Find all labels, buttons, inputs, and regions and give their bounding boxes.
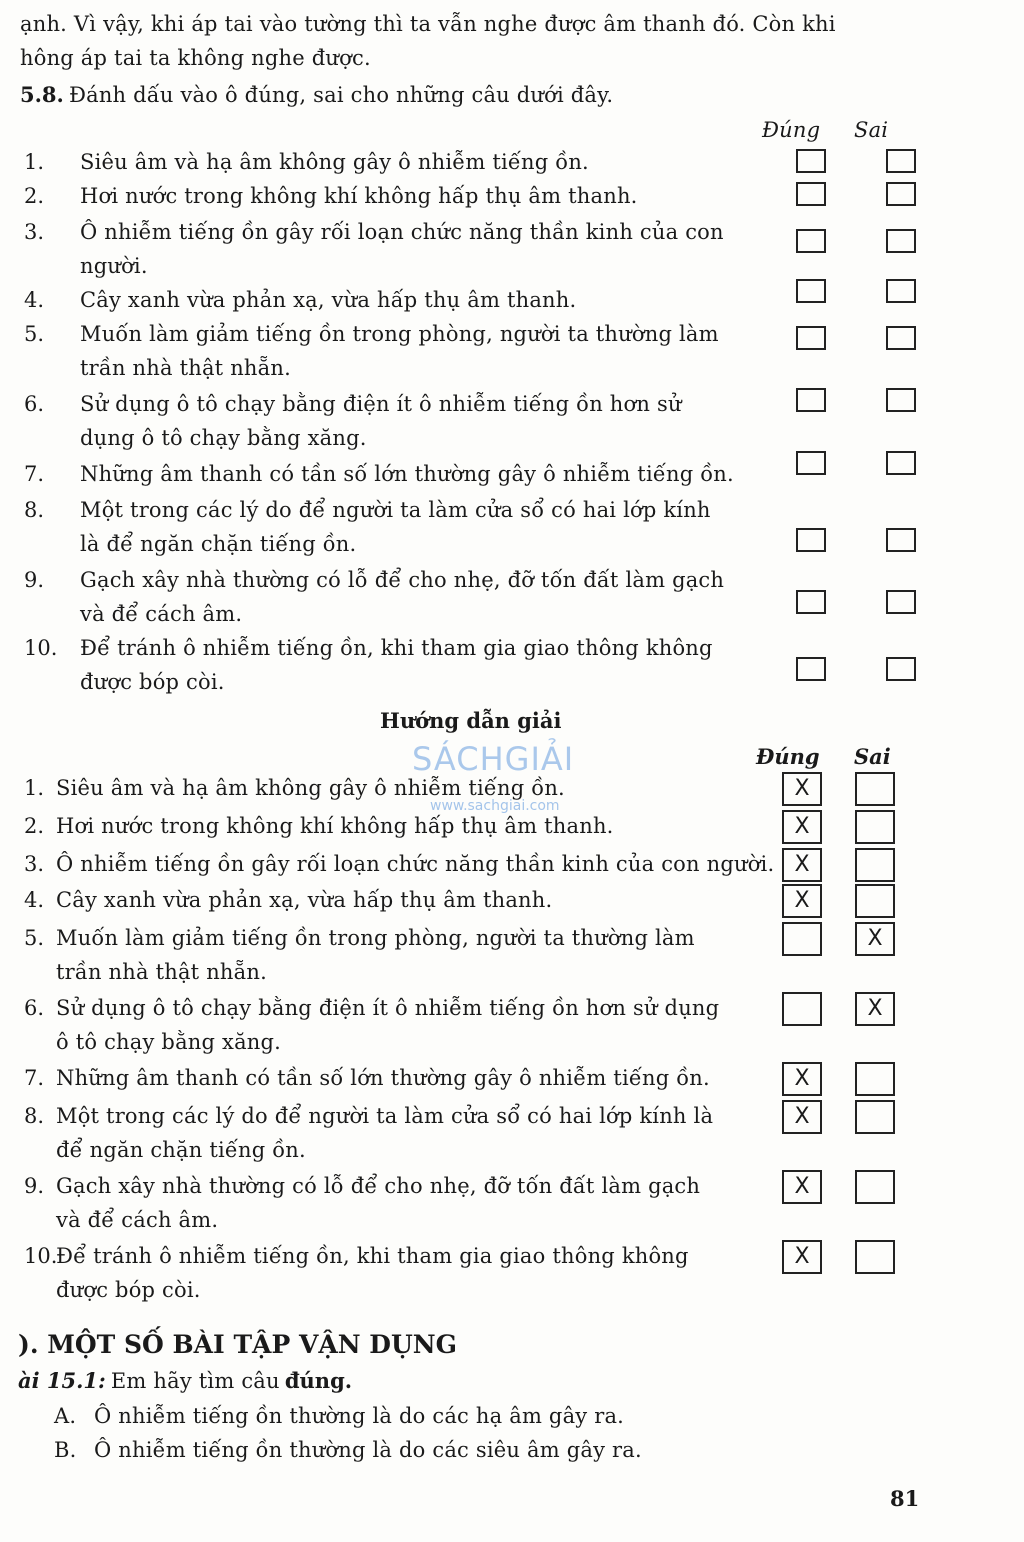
exercise-number: 5.8.	[20, 82, 64, 107]
false-checkbox[interactable]	[886, 528, 916, 552]
problem-text: Em hãy tìm câu	[110, 1369, 280, 1393]
exercise-item-line-2: dụng ô tô chạy bằng xăng.	[80, 426, 367, 450]
true-checkbox[interactable]	[796, 451, 826, 475]
true-checkbox[interactable]	[796, 528, 826, 552]
exercise-item-line-2: trần nhà thật nhẵn.	[80, 356, 291, 380]
false-checkbox[interactable]	[886, 451, 916, 475]
answer-false-box[interactable]	[855, 772, 895, 806]
exercise-item-line-1: Hơi nước trong không khí không hấp thụ âm thanh.	[80, 184, 638, 208]
answer-true-box[interactable]: X	[782, 884, 822, 918]
solution-item-number: 3.	[24, 852, 45, 876]
option-text: Ô nhiễm tiếng ồn thường là do các hạ âm gây ra.	[94, 1404, 625, 1428]
true-checkbox[interactable]	[796, 590, 826, 614]
answer-false-box[interactable]	[855, 1170, 895, 1204]
exercise-item-line-1: Những âm thanh có tần số lớn thường gây ô nhiễm tiếng ồn.	[80, 462, 734, 486]
option-key: A.	[54, 1404, 77, 1428]
true-checkbox[interactable]	[796, 149, 826, 173]
answer-true-box[interactable]: X	[782, 1062, 822, 1096]
option-text: Ô nhiễm tiếng ồn thường là do các siêu âm gây ra.	[94, 1438, 642, 1462]
answer-true-box[interactable]: X	[782, 1100, 822, 1134]
exercise-item-line-1: Muốn làm giảm tiếng ồn trong phòng, người ta thường làm	[80, 322, 719, 346]
answer-true-box[interactable]	[782, 992, 822, 1026]
false-checkbox[interactable]	[886, 279, 916, 303]
answer-false-box[interactable]	[855, 848, 895, 882]
page-number: 81	[890, 1486, 920, 1511]
intro-line-2: hông áp tai ta không nghe được.	[20, 46, 371, 70]
problem-line	[18, 1368, 352, 1393]
solution-item-line-2: ô tô chạy bằng xăng.	[56, 1030, 282, 1054]
exercise-item-number: 10.	[24, 636, 58, 660]
solution-item-line-1: Muốn làm giảm tiếng ồn trong phòng, người ta thường làm	[56, 926, 695, 950]
solution-title: Hướng dẫn giải	[380, 708, 562, 733]
exercise-item-number: 2.	[24, 184, 45, 208]
exercise-item-number: 1.	[24, 150, 45, 174]
solution-item-line-1: Siêu âm và hạ âm không gây ô nhiễm tiếng ồn.	[56, 776, 565, 800]
answer-true-box[interactable]: X	[782, 848, 822, 882]
solution-col-true-label: Đúng	[756, 744, 820, 769]
solution-item-line-1: Một trong các lý do để người ta làm cửa sổ có hai lớp kính là	[56, 1104, 714, 1128]
false-checkbox[interactable]	[886, 229, 916, 253]
false-checkbox[interactable]	[886, 182, 916, 206]
watermark-brand: SÁCHGIẢI	[412, 740, 575, 778]
answer-true-box[interactable]: X	[782, 772, 822, 806]
exercise-item-line-1: Để tránh ô nhiễm tiếng ồn, khi tham gia giao thông không	[80, 636, 713, 660]
exercise-item-number: 8.	[24, 498, 45, 522]
exercise-header	[20, 82, 613, 107]
exercise-item-line-2: và để cách âm.	[80, 602, 243, 626]
exercise-item-number: 5.	[24, 322, 45, 346]
watermark-url: www.sachgiai.com	[430, 798, 560, 814]
exercise-item-number: 7.	[24, 462, 45, 486]
exercise-item-number: 6.	[24, 392, 45, 416]
exercise-item-line-2: được bóp còi.	[80, 670, 225, 694]
solution-item-line-2: trần nhà thật nhẵn.	[56, 960, 267, 984]
solution-item-line-1: Sử dụng ô tô chạy bằng điện ít ô nhiễm tiếng ồn hơn sử dụng	[56, 996, 720, 1020]
answer-true-box[interactable]: X	[782, 810, 822, 844]
section-heading: ). MỘT SỐ BÀI TẬP VẬN DỤNG	[18, 1330, 457, 1359]
exercise-item-number: 3.	[24, 220, 45, 244]
exercise-item-line-1: Một trong các lý do để người ta làm cửa sổ có hai lớp kính	[80, 498, 711, 522]
exercise-item-number: 9.	[24, 568, 45, 592]
solution-item-number: 10.	[24, 1244, 58, 1268]
exercise-item-line-1: Gạch xây nhà thường có lỗ để cho nhẹ, đỡ tốn đất làm gạch	[80, 568, 725, 592]
exercise-item-number: 4.	[24, 288, 45, 312]
solution-item-line-2: và để cách âm.	[56, 1208, 219, 1232]
col-false-label: Sai	[854, 118, 889, 142]
false-checkbox[interactable]	[886, 326, 916, 350]
answer-false-box[interactable]	[855, 1240, 895, 1274]
true-checkbox[interactable]	[796, 182, 826, 206]
true-checkbox[interactable]	[796, 229, 826, 253]
answer-false-box[interactable]	[855, 884, 895, 918]
solution-item-number: 2.	[24, 814, 45, 838]
problem-label: ài 15.1:	[18, 1368, 106, 1393]
answer-false-box[interactable]	[855, 1062, 895, 1096]
solution-item-number: 7.	[24, 1066, 45, 1090]
solution-item-line-1: Để tránh ô nhiễm tiếng ồn, khi tham gia giao thông không	[56, 1244, 689, 1268]
problem-bold: đúng.	[284, 1368, 353, 1393]
solution-item-number: 8.	[24, 1104, 45, 1128]
exercise-prompt: Đánh dấu vào ô đúng, sai cho những câu dưới đây.	[68, 83, 614, 107]
true-checkbox[interactable]	[796, 657, 826, 681]
exercise-item-line-1: Cây xanh vừa phản xạ, vừa hấp thụ âm thanh.	[80, 288, 577, 312]
false-checkbox[interactable]	[886, 388, 916, 412]
false-checkbox[interactable]	[886, 590, 916, 614]
solution-item-number: 9.	[24, 1174, 45, 1198]
answer-true-box[interactable]: X	[782, 1170, 822, 1204]
true-checkbox[interactable]	[796, 388, 826, 412]
exercise-item-line-1: Ô nhiễm tiếng ồn gây rối loạn chức năng thần kinh của con	[80, 220, 724, 244]
true-checkbox[interactable]	[796, 326, 826, 350]
false-checkbox[interactable]	[886, 657, 916, 681]
solution-item-line-1: Gạch xây nhà thường có lỗ để cho nhẹ, đỡ tốn đất làm gạch	[56, 1174, 701, 1198]
exercise-item-line-1: Siêu âm và hạ âm không gây ô nhiễm tiếng ồn.	[80, 150, 589, 174]
answer-false-box[interactable]	[855, 1100, 895, 1134]
false-checkbox[interactable]	[886, 149, 916, 173]
answer-true-box[interactable]	[782, 922, 822, 956]
solution-item-line-2: để ngăn chặn tiếng ồn.	[56, 1138, 306, 1162]
solution-item-number: 5.	[24, 926, 45, 950]
solution-item-line-1: Ô nhiễm tiếng ồn gây rối loạn chức năng thần kinh của con người.	[56, 852, 775, 876]
solution-item-number: 4.	[24, 888, 45, 912]
exercise-item-line-2: người.	[80, 254, 148, 278]
solution-col-false-label: Sai	[854, 744, 891, 769]
solution-item-number: 1.	[24, 776, 45, 800]
col-true-label: Đúng	[762, 118, 821, 142]
answer-false-box[interactable]	[855, 810, 895, 844]
true-checkbox[interactable]	[796, 279, 826, 303]
exercise-item-line-1: Sử dụng ô tô chạy bằng điện ít ô nhiễm tiếng ồn hơn sử	[80, 392, 682, 416]
answer-false-box[interactable]: X	[855, 922, 895, 956]
solution-item-line-2: được bóp còi.	[56, 1278, 201, 1302]
solution-item-line-1: Cây xanh vừa phản xạ, vừa hấp thụ âm thanh.	[56, 888, 553, 912]
exercise-item-line-2: là để ngăn chặn tiếng ồn.	[80, 532, 357, 556]
option-key: B.	[54, 1438, 77, 1462]
solution-item-line-1: Những âm thanh có tần số lớn thường gây ô nhiễm tiếng ồn.	[56, 1066, 710, 1090]
solution-item-line-1: Hơi nước trong không khí không hấp thụ âm thanh.	[56, 814, 614, 838]
answer-true-box[interactable]: X	[782, 1240, 822, 1274]
solution-item-number: 6.	[24, 996, 45, 1020]
intro-line-1: ạnh. Vì vậy, khi áp tai vào tường thì ta vẫn nghe được âm thanh đó. Còn khi	[20, 12, 836, 36]
answer-false-box[interactable]: X	[855, 992, 895, 1026]
